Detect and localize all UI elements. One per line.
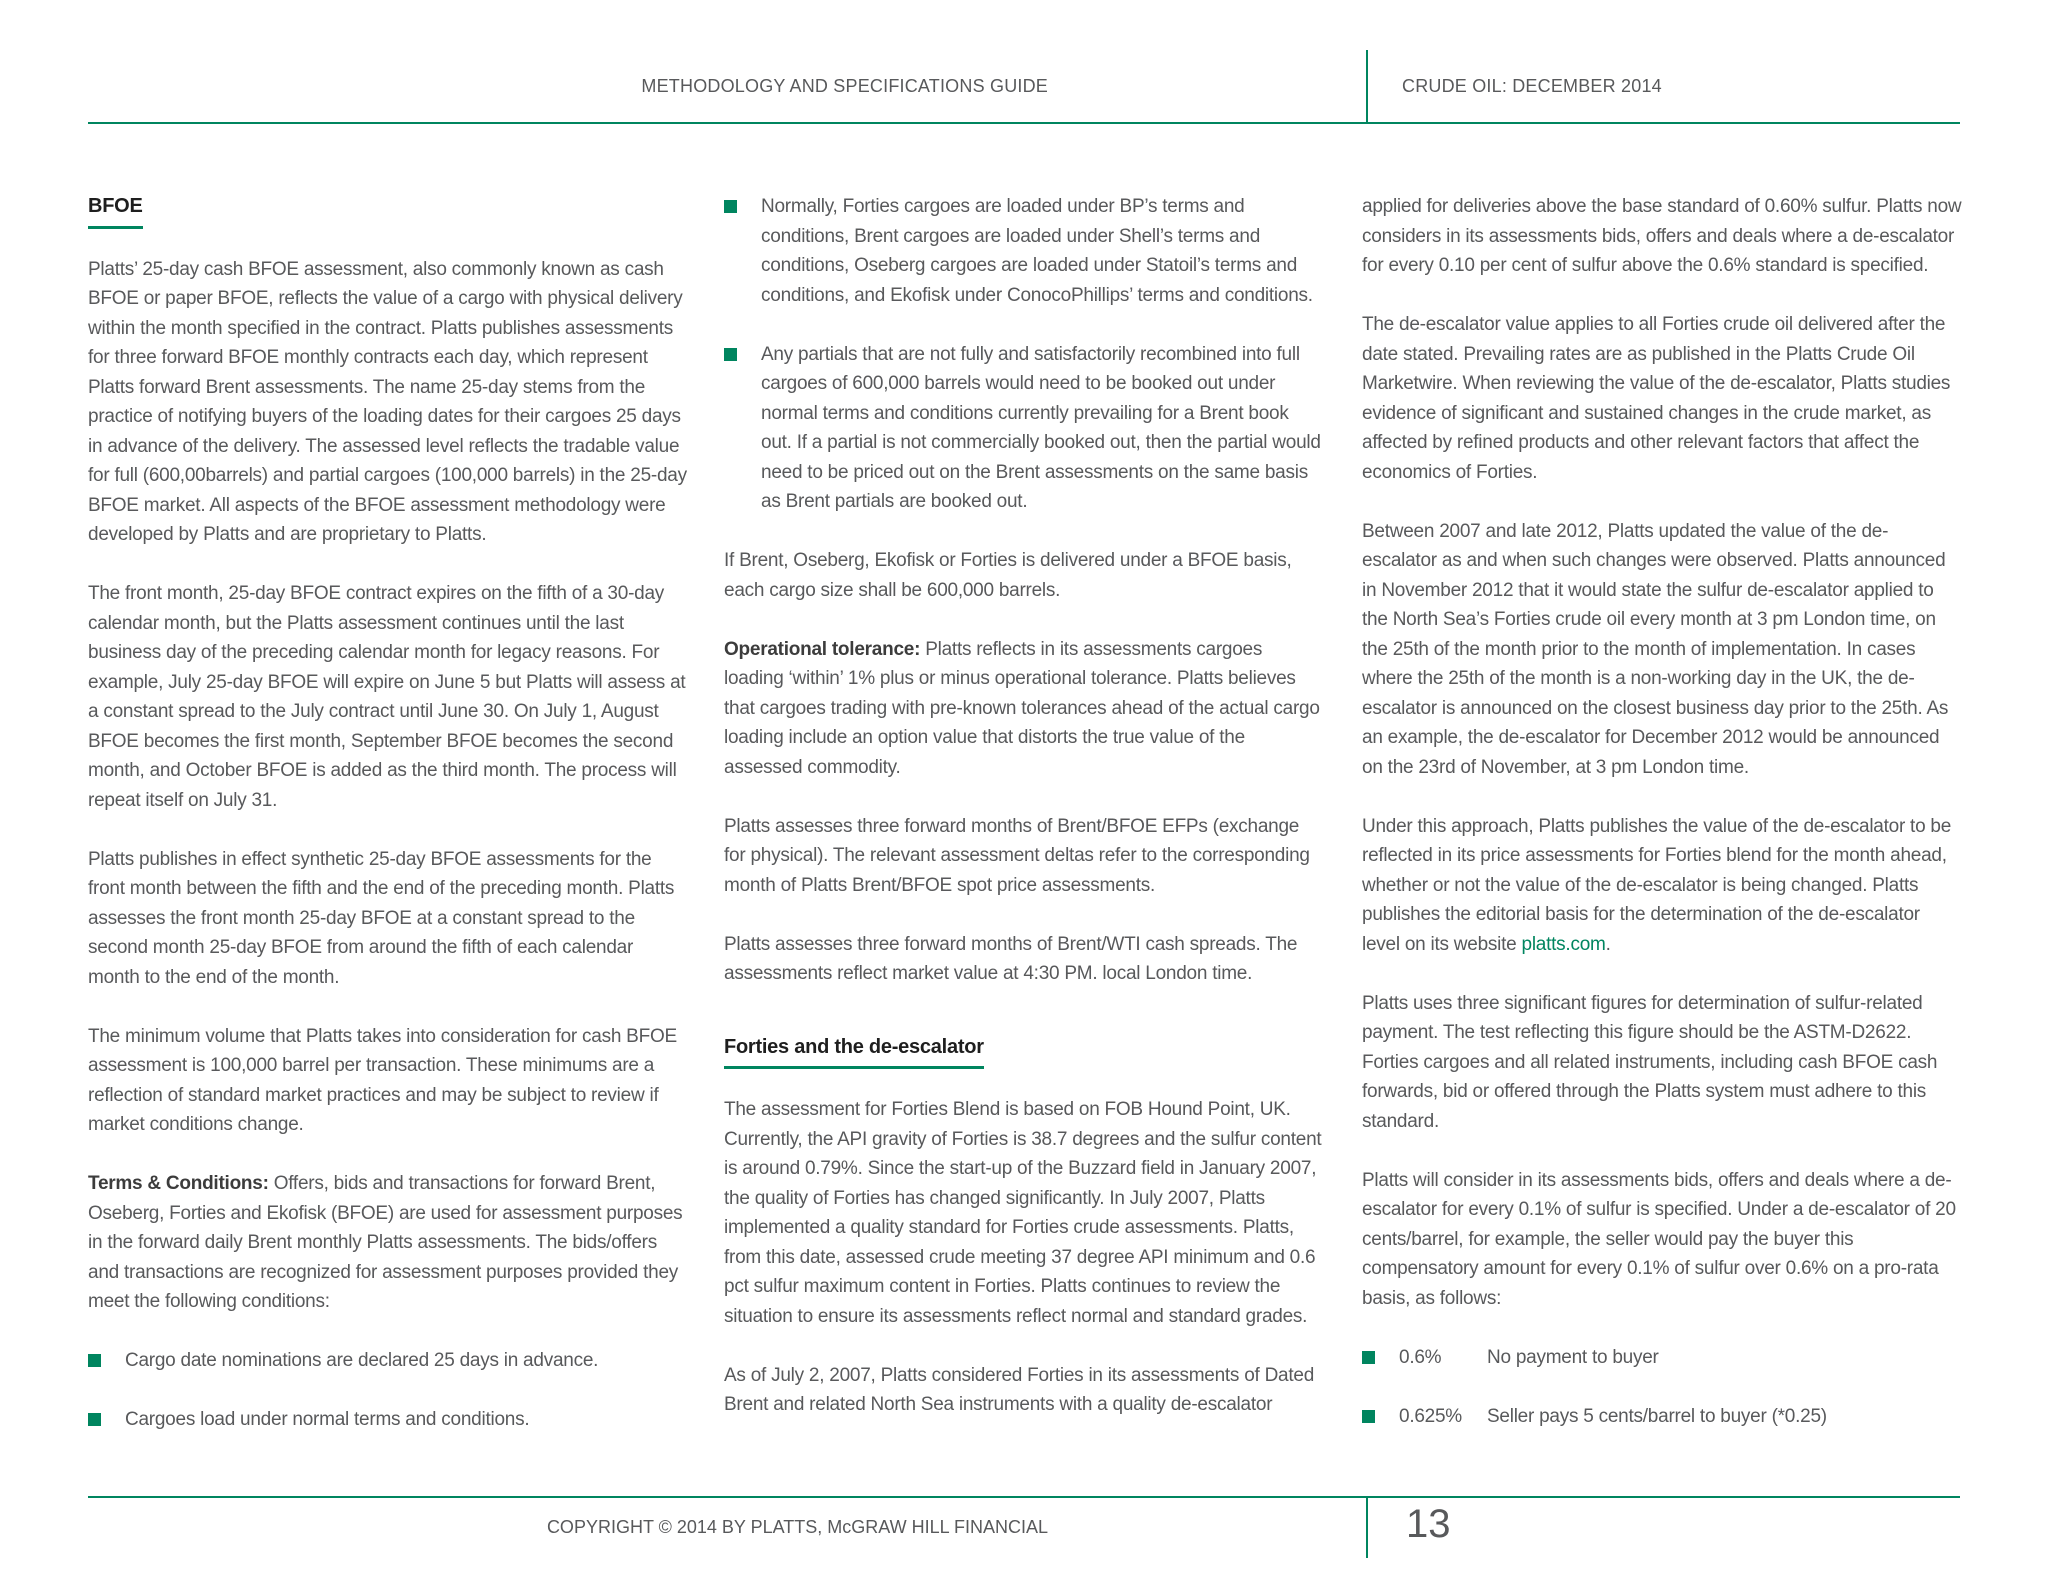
list-item xyxy=(88,1346,688,1376)
copyright: COPYRIGHT © 2014 BY PLATTS, McGRAW HILL FINANCIAL xyxy=(546,1517,1048,1537)
list-item xyxy=(88,1405,688,1435)
paragraph: Platts assesses three forward months of Brent/WTI cash spreads. The assessments reflect market value at 4:30 PM. local London time. xyxy=(724,933,1298,984)
paragraph: Platts’ 25-day cash BFOE assessment, also commonly known as cash BFOE or paper BFOE, reflects the value of a cargo with physical delivery within the month specified in the contract. Platts publishes assessments for three forward BFOE monthly contracts each day, which represent Platts forward Brent assessments. The name 25-day stems from the practice of notifying buyers of the loading dates for their cargoes 25 days in advance of the delivery. The assessed level reflects the tradable value for full (600,00barrels) and partial cargoes (100,000 barrels) in the 25-day BFOE market. All aspects of the BFOE assessment methodology were developed by Platts and are proprietary to Platts. xyxy=(88,258,687,545)
footer-rule xyxy=(88,1496,1960,1498)
bullet-square-icon xyxy=(1362,1410,1375,1423)
header-divider xyxy=(1366,50,1368,124)
list-item xyxy=(724,192,1324,310)
list-item xyxy=(724,340,1324,517)
paragraph xyxy=(1362,812,1962,960)
paragraph: Platts assesses three forward months of Brent/BFOE EFPs (exchange for physical). The relevant assessment deltas refer to the corresponding month of Platts Brent/BFOE spot price assessments. xyxy=(724,815,1310,896)
paragraph: Platts uses three significant figures for determination of sulfur-related payment. The test reflecting this figure should be the ASTM-D2622. Forties cargoes and all related instruments, including cash BFOE cash forwards, bid or offered through the Platts system must adhere to this standard. xyxy=(1362,992,1938,1132)
paragraph: Between 2007 and late 2012, Platts updated the value of the de-escalator as and when such changes were observed. Platts announced in November 2012 that it would state the sulfur de-escalator applied to the North Sea’s Forties crude oil every month at 3 pm London time, on the 25th of the month prior to the month of implementation. In cases where the 25th of the month is a non-working day in the UK, the de-escalator is announced on the closest business day prior to the 25th. As an example, the de-escalator for December 2012 would be announced on the 23rd of November, at 3 pm London time. xyxy=(1362,520,1949,778)
lead-terms: Terms & Conditions: xyxy=(88,1173,269,1194)
bullet-square-icon xyxy=(88,1413,101,1426)
rate-row xyxy=(1362,1402,1962,1432)
column-3 xyxy=(1362,192,1962,1461)
paragraph: The front month, 25-day BFOE contract expires on the fifth of a 30-day calendar month, but the Platts assessment continues until the last business day of the preceding calendar month for legacy reasons. For example, July 25-day BFOE will expire on June 5 but Platts will assess at a constant spread to the July contract until June 30. On July 1, August BFOE becomes the first month, September BFOE becomes the second month, and October BFOE is added as the third month. The process will repeat itself on July 31. xyxy=(88,583,686,811)
rate-sulfur: 0.6% xyxy=(1399,1346,1442,1368)
paragraph: As of July 2, 2007, Platts considered Forties in its assessments of Dated Brent and related North Sea instruments with a quality de-escalator xyxy=(724,1364,1315,1415)
heading-forties: Forties and the de-escalator xyxy=(724,1033,984,1070)
heading-bfoe: BFOE xyxy=(88,192,143,229)
rate-payment: Seller pays 5 cents/barrel to buyer (*0.25) xyxy=(1487,1405,1827,1427)
list-item-text: Normally, Forties cargoes are loaded under BP’s terms and conditions, Brent cargoes are loaded under Shell’s terms and conditions, Oseberg cargoes are loaded under Statoil’s terms and conditions, and Ekofisk under ConocoPhillips’ terms and conditions. xyxy=(761,196,1313,306)
page-number: 13 xyxy=(1406,1502,1451,1546)
paragraph-text: Under this approach, Platts publishes the value of the de-escalator to be reflected in its price assessments for Forties blend for the month ahead, whether or not the value of the de-escalator is being changed. Platts publishes the editorial basis for the determination of the de-escalator level on its website xyxy=(1362,815,1952,955)
paragraph: The de-escalator value applies to all Forties crude oil delivered after the date stated. Prevailing rates are as published in the Platts Crude Oil Marketwire. When reviewing the value of the de-escalator, Platts studies evidence of significant and sustained changes in the crude market, as affected by refined products and other relevant factors that affect the economics of Forties. xyxy=(1362,314,1951,483)
bullet-square-icon xyxy=(724,200,737,213)
bullet-square-icon xyxy=(724,348,737,361)
header-rule xyxy=(88,122,1960,124)
rate-payment: No payment to buyer xyxy=(1487,1346,1659,1368)
guide-title: METHODOLOGY AND SPECIFICATIONS GUIDE xyxy=(641,76,1048,96)
paragraph: Platts will consider in its assessments bids, offers and deals where a de-escalator for every 0.1% of sulfur is specified. Under a de-escalator of 20 cents/barrel, for example, the seller would pay the buyer this compensatory amount for every 0.1% of sulfur over 0.6% on a pro-rata basis, as follows: xyxy=(1362,1169,1956,1309)
list-item-text: Cargo date nominations are declared 25 days in advance. xyxy=(125,1350,599,1371)
column-1 xyxy=(88,192,688,1464)
paragraph: Platts publishes in effect synthetic 25-day BFOE assessments for the front month between the fifth and the end of the preceding month. Platts assesses the front month 25-day BFOE at a constant spread to the second month 25-day BFOE from around the fifth of each calendar month to the end of the month. xyxy=(88,848,675,988)
rate-sulfur: 0.625% xyxy=(1399,1405,1462,1427)
paragraph: The assessment for Forties Blend is based on FOB Hound Point, UK. Currently, the API gravity of Forties is 38.7 degrees and the sulfur content is around 0.79%. Since the start-up of the Buzzard field in January 2007, the quality of Forties has changed significantly. In July 2007, Platts implemented a quality standard for Forties crude assessments. Platts, from this date, assessed crude meeting 37 degree API minimum and 0.6 pct sulfur maximum content in Forties. Platts continues to review the situation to ensure its assessments reflect normal and standard grades. xyxy=(724,1099,1322,1327)
paragraph-text: Platts reflects in its assessments cargoes loading ‘within’ 1% plus or minus operational tolerance. Platts believes that cargoes trading with pre-known tolerances ahead of the actual cargo loading include an option value that distorts the true value of the assessed commodity. xyxy=(724,638,1320,778)
bullet-square-icon xyxy=(1362,1351,1375,1364)
section-title: CRUDE OIL: DECEMBER 2014 xyxy=(1402,76,1662,96)
paragraph-text: . xyxy=(1605,933,1611,955)
list-item-text: Cargoes load under normal terms and conditions. xyxy=(125,1409,530,1430)
paragraph: If Brent, Oseberg, Ekofisk or Forties is delivered under a BFOE basis, each cargo size shall be 600,000 barrels. xyxy=(724,550,1292,601)
paragraph xyxy=(724,635,1324,783)
list-item-text: Any partials that are not fully and satisfactorily recombined into full cargoes of 600,000 barrels would need to be booked out under normal terms and conditions currently prevailing for a Brent book out. If a partial is not commercially booked out, then the partial would need to be priced out on the Brent assessments on the same basis as Brent partials are booked out. xyxy=(761,343,1321,512)
rate-row xyxy=(1362,1343,1962,1373)
column-2 xyxy=(724,192,1324,1449)
paragraph-text: Offers, bids and transactions for forward Brent, Oseberg, Forties and Ekofisk (BFOE) are used for assessment purposes in the forward daily Brent monthly Platts assessments. The bids/offers and transactions are recognized for assessment purposes provided they meet the following conditions: xyxy=(88,1173,683,1312)
footer-divider xyxy=(1366,1496,1368,1558)
paragraph xyxy=(88,1169,688,1317)
platts-link[interactable]: platts.com xyxy=(1521,933,1606,955)
paragraph: The minimum volume that Platts takes into consideration for cash BFOE assessment is 100,000 barrel per transaction. These minimums are a reflection of standard market practices and may be subject to review if market conditions change. xyxy=(88,1025,677,1135)
paragraph: applied for deliveries above the base standard of 0.60% sulfur. Platts now considers in its assessments bids, offers and deals where a de-escalator for every 0.10 per cent of sulfur above the 0.6% standard is specified. xyxy=(1362,196,1962,276)
lead-operational-tolerance: Operational tolerance: xyxy=(724,638,921,660)
bullet-square-icon xyxy=(88,1354,101,1367)
